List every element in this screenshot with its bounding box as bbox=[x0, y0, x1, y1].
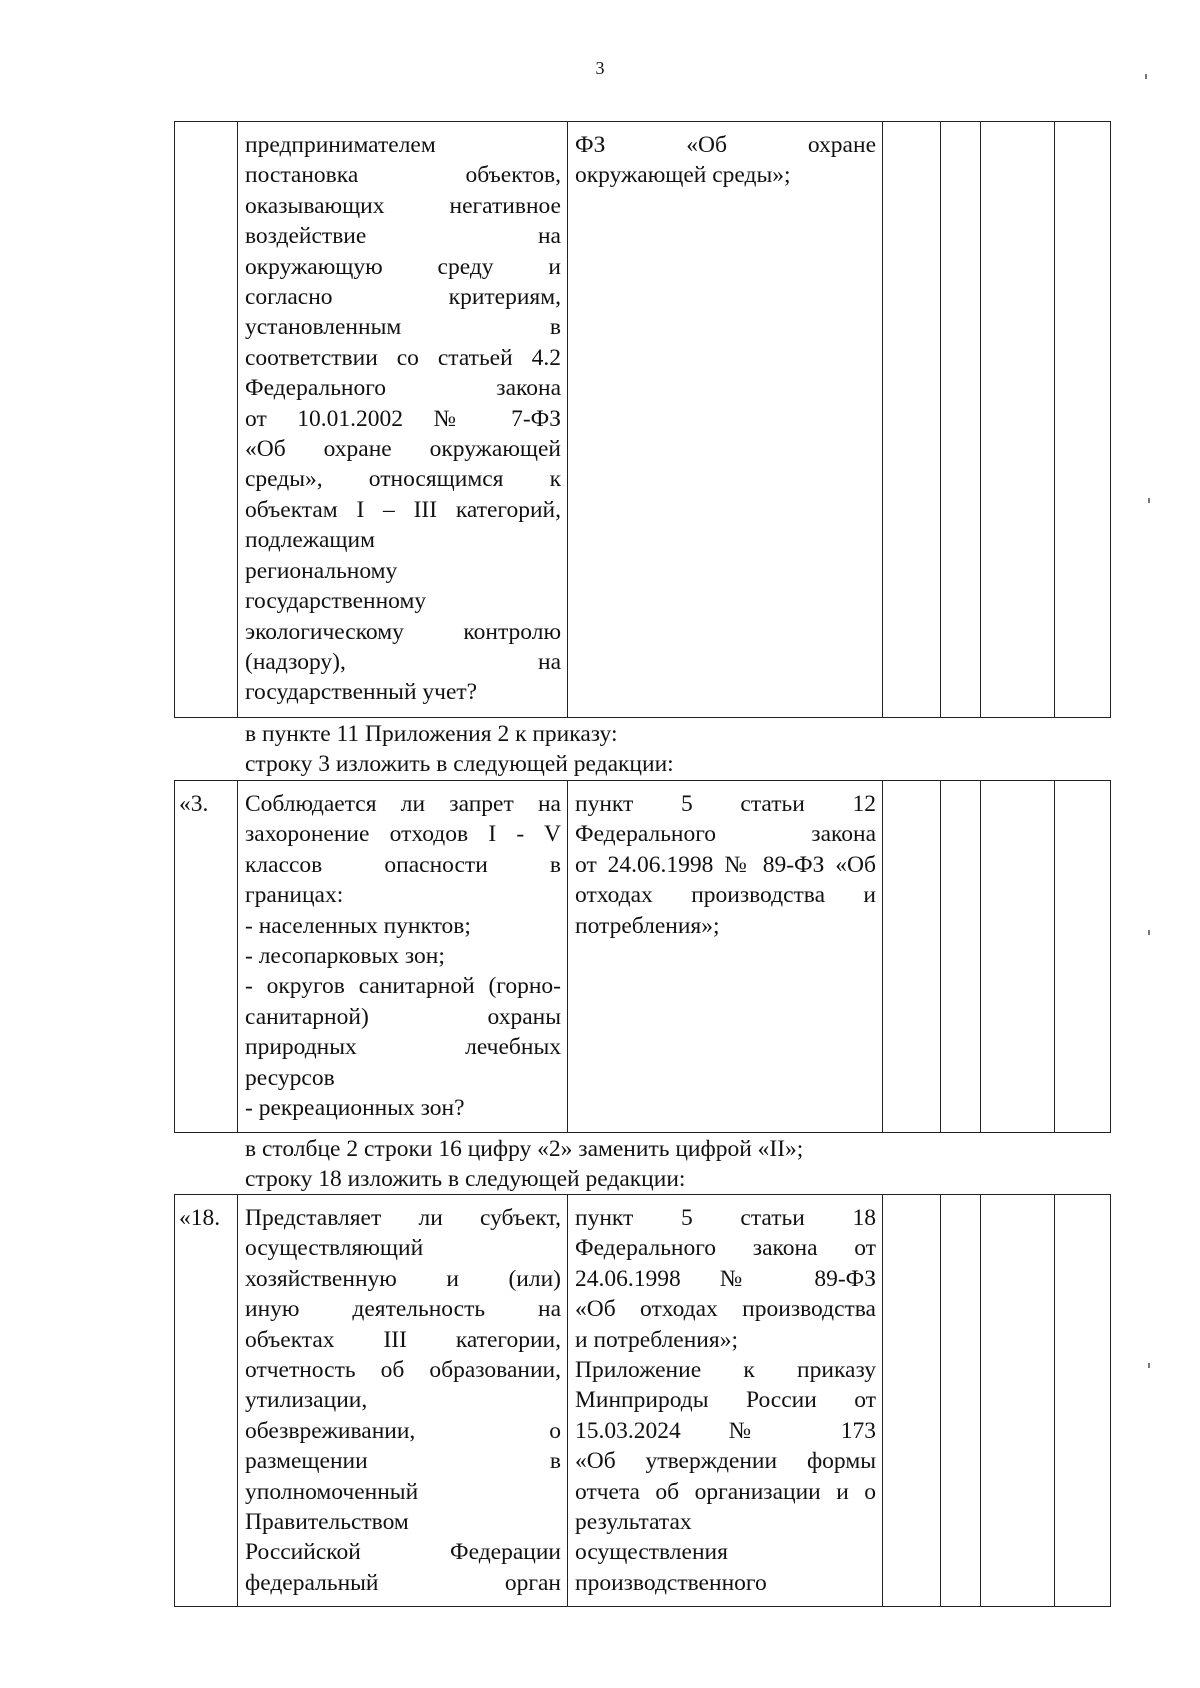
legal-basis-line: отходах производства и bbox=[575, 882, 876, 909]
requirement-line: установленным в bbox=[245, 314, 561, 341]
requirement-line: объектам I – III категорий, bbox=[245, 496, 561, 523]
requirement-line: природных лечебных bbox=[245, 1034, 561, 1061]
requirement-line: Федерального закона bbox=[245, 375, 561, 402]
requirement-line: Правительством bbox=[245, 1509, 409, 1536]
requirement-line: государственный учет? bbox=[245, 679, 478, 706]
note-cell bbox=[1055, 781, 1111, 1133]
requirement-line: уполномоченный bbox=[245, 1478, 419, 1505]
answer-na-cell bbox=[981, 122, 1055, 718]
legal-basis-line: от 24.06.1998 № 89-ФЗ «Об bbox=[575, 851, 876, 878]
legal-basis-line: 15.03.2024 № 173 bbox=[575, 1417, 876, 1444]
legal-basis-line: пункт 5 статьи 12 bbox=[575, 791, 876, 817]
requirement-line: иную деятельность на bbox=[245, 1296, 561, 1323]
answer-no-cell bbox=[941, 122, 981, 718]
amendment-instruction-2 bbox=[245, 1134, 803, 1195]
table-row bbox=[175, 122, 1111, 718]
requirement-line: предпринимателем bbox=[245, 132, 436, 158]
requirement-line: оказывающих негативное bbox=[245, 192, 561, 219]
scan-speck bbox=[1148, 1363, 1150, 1368]
legal-basis-line: ФЗ «Об охране bbox=[575, 132, 876, 158]
requirement-line: (надзору), на bbox=[245, 648, 561, 675]
answer-na-cell bbox=[981, 1195, 1055, 1607]
answer-no-cell bbox=[941, 781, 981, 1133]
table-row bbox=[175, 781, 1111, 1133]
requirement-line: - рекреационных зон? bbox=[245, 1095, 465, 1122]
table-row-18 bbox=[174, 1194, 1111, 1607]
requirement-line: окружающую среду и bbox=[245, 253, 561, 280]
requirement-line: федеральный орган bbox=[245, 1569, 561, 1596]
requirement-line: санитарной) охраны bbox=[245, 1003, 561, 1030]
requirement-line: объектах III категории, bbox=[245, 1326, 561, 1353]
instruction-line: в столбце 2 строки 16 цифру «2» заменить цифрой «II»; bbox=[245, 1136, 804, 1162]
requirement-line: - округов санитарной (горно- bbox=[245, 973, 561, 1000]
row-number-cell bbox=[175, 122, 238, 718]
requirement-line: хозяйственную и (или) bbox=[245, 1265, 561, 1292]
requirement-line: экологическому контролю bbox=[245, 618, 561, 645]
requirement-line: среды», относящимся к bbox=[245, 466, 561, 493]
requirement-line: «Об охране окружающей bbox=[245, 436, 561, 463]
answer-yes-cell bbox=[883, 122, 941, 718]
legal-basis-line: потребления»; bbox=[575, 912, 720, 939]
requirement-line: - населенных пунктов; bbox=[245, 912, 471, 939]
table-continuation bbox=[174, 121, 1111, 718]
requirement-cell bbox=[238, 1195, 568, 1607]
legal-basis-line: осуществления bbox=[575, 1539, 728, 1566]
row-number-cell: «3. bbox=[175, 781, 238, 1133]
requirement-cell bbox=[238, 122, 568, 718]
answer-yes-cell bbox=[883, 1195, 941, 1607]
requirement-line: границах: bbox=[245, 882, 344, 909]
note-cell bbox=[1055, 122, 1111, 718]
legal-basis-line: отчета об организации и о bbox=[575, 1478, 876, 1505]
legal-basis-line: результатах bbox=[575, 1509, 692, 1536]
amendment-instruction-1 bbox=[245, 719, 674, 780]
scan-speck bbox=[1148, 930, 1150, 935]
requirement-line: осуществляющий bbox=[245, 1235, 424, 1262]
requirement-line: захоронение отходов I - V bbox=[245, 821, 561, 848]
table-row bbox=[175, 1195, 1111, 1607]
requirement-line: ресурсов bbox=[245, 1064, 335, 1091]
instruction-line: в пункте 11 Приложения 2 к приказу: bbox=[245, 721, 618, 747]
legal-basis-cell bbox=[568, 1195, 883, 1607]
requirement-line: постановка объектов, bbox=[245, 162, 561, 189]
legal-basis-line: и потребления»; bbox=[575, 1326, 738, 1353]
requirement-line: Представляет ли субъект, bbox=[245, 1205, 561, 1231]
legal-basis-line: 24.06.1998 № 89-ФЗ bbox=[575, 1265, 876, 1292]
requirement-line: региональному bbox=[245, 557, 398, 584]
legal-basis-line: Минприроды России от bbox=[575, 1387, 876, 1414]
legal-basis-line: Федерального закона bbox=[575, 821, 876, 848]
requirement-line: Российской Федерации bbox=[245, 1539, 561, 1566]
legal-basis-line: Приложение к приказу bbox=[575, 1357, 876, 1384]
table-row-3 bbox=[174, 780, 1111, 1133]
answer-yes-cell bbox=[883, 781, 941, 1133]
requirement-line: классов опасности в bbox=[245, 851, 561, 878]
scan-speck bbox=[1148, 498, 1150, 503]
requirement-line: обезвреживании, о bbox=[245, 1417, 561, 1444]
legal-basis-line: производственного bbox=[575, 1569, 767, 1596]
requirement-line: воздействие на bbox=[245, 223, 561, 250]
requirement-line: отчетность об образовании, bbox=[245, 1357, 561, 1384]
legal-basis-line: окружающей среды»; bbox=[575, 162, 791, 189]
page-number: 3 bbox=[595, 58, 605, 78]
legal-basis-line: пункт 5 статьи 18 bbox=[575, 1205, 876, 1231]
legal-basis-cell bbox=[568, 122, 883, 718]
requirement-line: соответствии со статьей 4.2 bbox=[245, 344, 561, 371]
answer-no-cell bbox=[941, 1195, 981, 1607]
note-cell bbox=[1055, 1195, 1111, 1607]
legal-basis-cell bbox=[568, 781, 883, 1133]
requirement-line: согласно критериям, bbox=[245, 284, 561, 311]
requirement-line: от 10.01.2002 № 7-ФЗ bbox=[245, 405, 561, 432]
instruction-line: строку 3 изложить в следующей редакции: bbox=[245, 751, 674, 778]
legal-basis-line: «Об отходах производства bbox=[575, 1296, 876, 1323]
legal-basis-line: «Об утверждении формы bbox=[575, 1448, 876, 1475]
requirement-line: утилизации, bbox=[245, 1387, 368, 1414]
scan-speck bbox=[1145, 74, 1147, 79]
answer-na-cell bbox=[981, 781, 1055, 1133]
requirement-line: Соблюдается ли запрет на bbox=[245, 791, 561, 817]
requirement-line: государственному bbox=[245, 588, 427, 615]
instruction-line: строку 18 изложить в следующей редакции: bbox=[245, 1166, 686, 1193]
row-number-cell: «18. bbox=[175, 1195, 238, 1607]
requirement-line: подлежащим bbox=[245, 527, 375, 554]
requirement-line: - лесопарковых зон; bbox=[245, 943, 445, 970]
requirement-line: размещении в bbox=[245, 1448, 561, 1475]
legal-basis-line: Федерального закона от bbox=[575, 1235, 876, 1262]
requirement-cell bbox=[238, 781, 568, 1133]
